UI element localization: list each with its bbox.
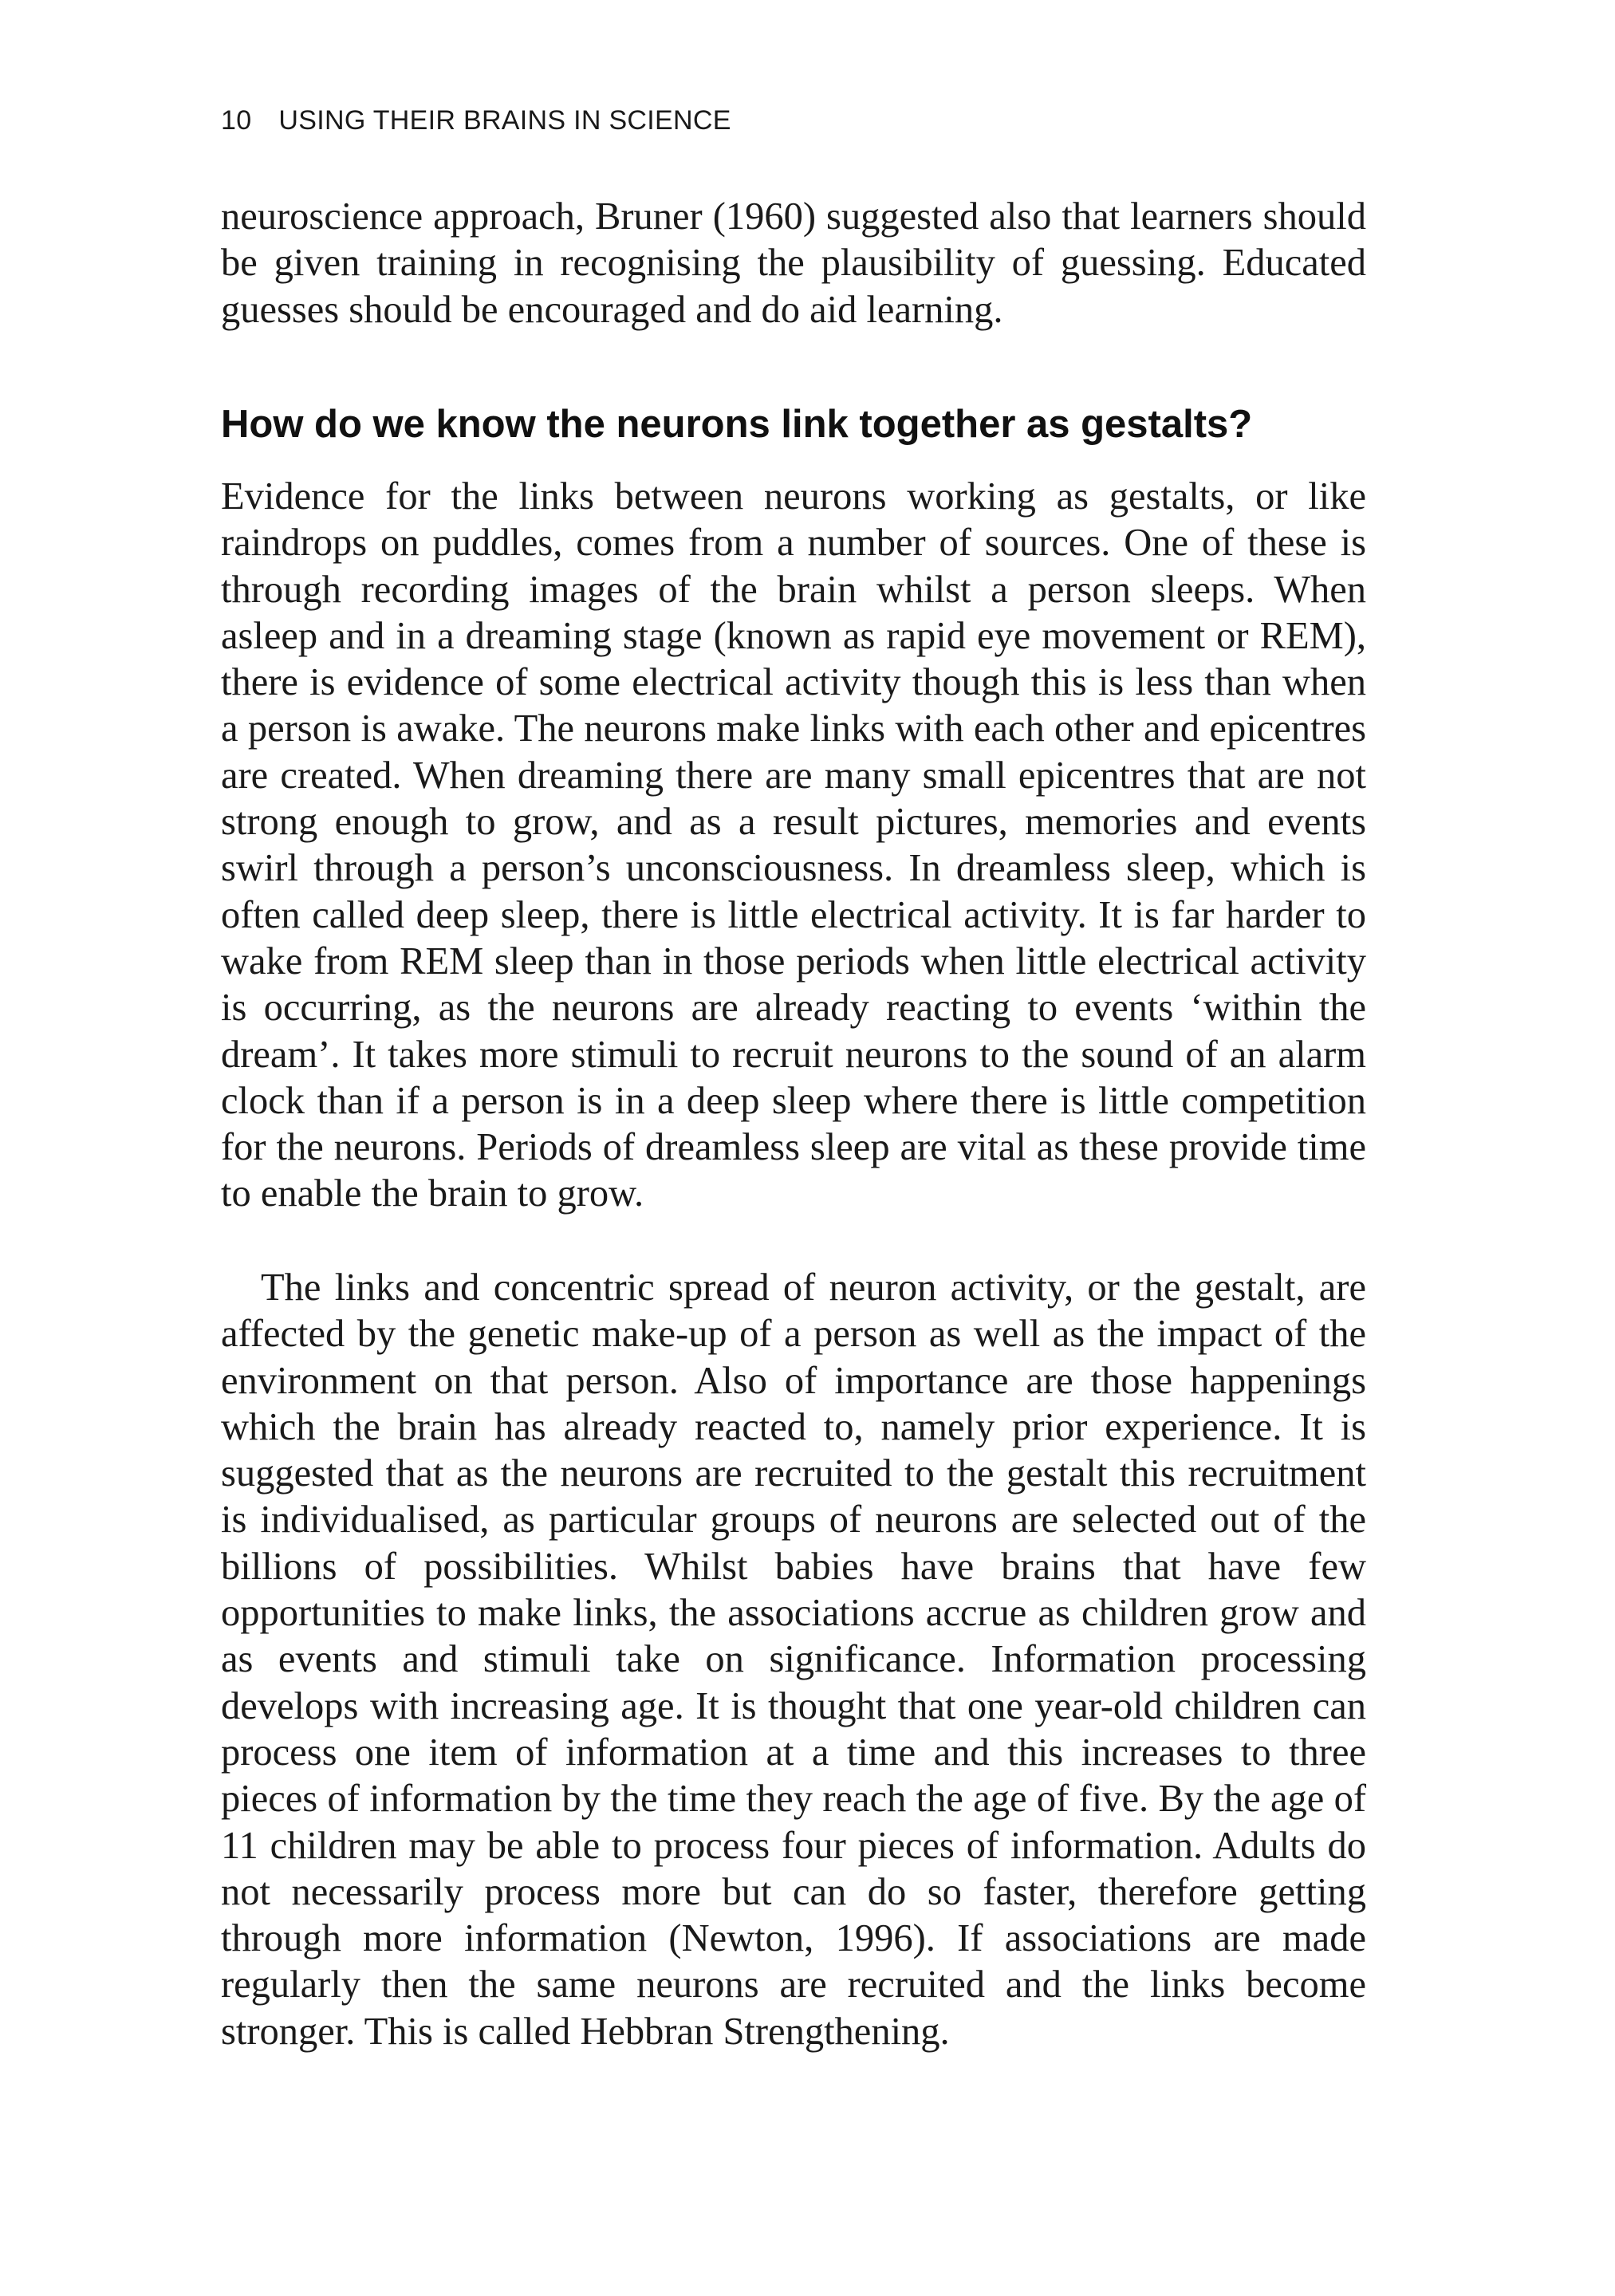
intro-paragraph: neuroscience approach, Bruner (1960) suggested also that learners should be given training in recognising the plausibility of guessing. Educated guesses should be encouraged and do aid learning. xyxy=(221,195,1366,331)
running-head xyxy=(221,105,731,136)
body-paragraph-1: Evidence for the links between neurons working as gestalts, or like raindrops on puddles, comes from a number of sources. One of these is through recording images of the brain whilst a person sleeps. When asleep and in a dreaming stage (known as rapid eye movement or REM), there is evidence of some electrical activity though this is less than when a person is awake. The neurons make links with each other and epicentres are created. When dreaming there are many small epicentres that are not strong enough to grow, and as a result pictures, memories and events swirl through a person’s unconsciousness. In dreamless sleep, which is often called deep sleep, there is little electrical activity. It is far harder to wake from REM sleep than in those periods when little electrical activity is occurring, as the neurons are already reacting to events ‘within the dream’. It takes more stimuli to recruit neurons to the sound of an alarm clock than if a person is in a deep sleep where there is little competition for the neurons. Periods of dreamless sleep are vital as these provide time to enable the brain to grow. xyxy=(221,475,1366,1215)
page-number: 10 xyxy=(221,105,252,136)
running-head-title: USING THEIR BRAINS IN SCIENCE xyxy=(278,105,731,136)
intro-paragraph-block xyxy=(221,194,1366,333)
section-heading: How do we know the neurons link together as gestalts? xyxy=(221,403,1253,446)
body-paragraph-1-block xyxy=(221,474,1366,1218)
body-paragraph-2: The links and concentric spread of neuron activity, or the gestalt, are affected by the genetic make-up of a person as well as the impact of the environment on that person. Also of importance are those happenings which the brain has already reacted to, namely prior experience. It is suggested that as the neurons are recruited to the gestalt this recruitment is individualised, as particular groups of neurons are selected out of the billions of possibilities. Whilst babies have brains that have few opportunities to make links, the associations accrue as children grow and as events and stimuli take on significance. Information processing develops with increasing age. It is thought that one year-old children can process one item of information at a time and this increases to three pieces of information by the time they reach the age of five. By the age of 11 children may be able to process four pieces of information. Adults do not necessarily process more but can do so faster, therefore getting through more information (Newton, 1996). If associations are made regularly then the same neurons are recruited and the links become stronger. This is called Hebbran Strengthening. xyxy=(221,1266,1366,2053)
body-paragraph-2-block xyxy=(221,1265,1366,2055)
